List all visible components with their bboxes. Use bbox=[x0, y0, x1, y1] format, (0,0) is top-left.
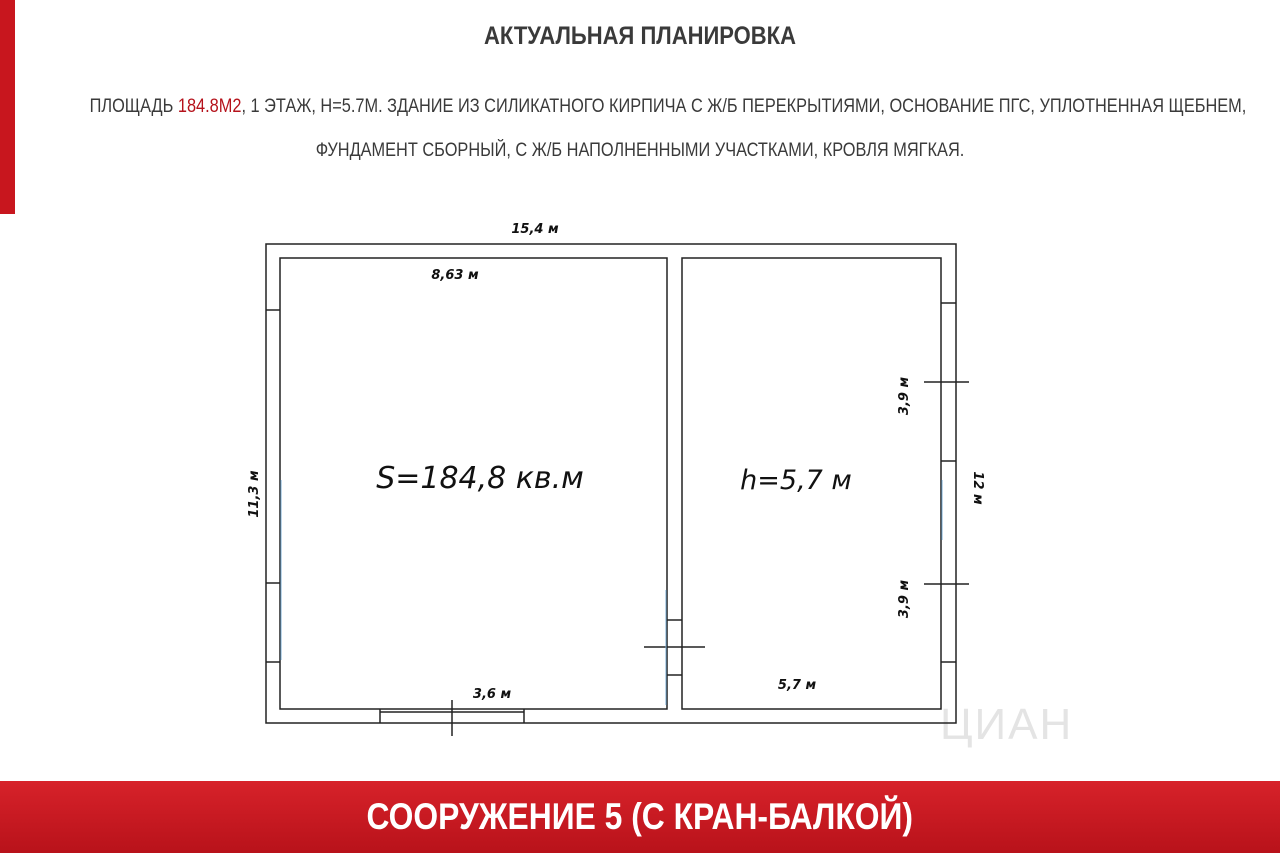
watermark: ЦИАН bbox=[940, 700, 1074, 749]
description-rest: , 1 ЭТАЖ, H=5.7М. ЗДАНИЕ ИЗ СИЛИКАТНОГО КИРПИЧА С Ж/Б ПЕРЕКРЫТИЯМИ, ОСНОВАНИЕ ПГС, УПЛОТНЕННАЯ ЩЕБНЕМ, bbox=[241, 96, 1247, 117]
height-label: h=5,7 м bbox=[740, 465, 852, 496]
page-title: АКТУАЛЬНАЯ ПЛАНИРОВКА bbox=[484, 22, 796, 50]
description-prefix: ПЛОЩАДЬ bbox=[89, 96, 178, 117]
dim-right-lower: 3,9 м bbox=[897, 579, 912, 619]
dim-bottom-door: 3,6 м bbox=[472, 687, 512, 702]
footer-banner bbox=[0, 781, 1280, 853]
area-label: S=184,8 кв.м bbox=[376, 461, 584, 496]
description-line-2: ФУНДАМЕНТ СБОРНЫЙ, С Ж/Б НАПОЛНЕННЫМИ УЧАСТКАМИ, КРОВЛЯ МЯГКАЯ. bbox=[315, 140, 965, 161]
dim-left-height: 11,3 м bbox=[247, 470, 262, 518]
outer-wall bbox=[266, 244, 956, 723]
dim-right-room-width: 5,7 м bbox=[777, 678, 817, 693]
banner-label: СООРУЖЕНИЕ 5 (С КРАН-БАЛКОЙ) bbox=[366, 796, 914, 837]
area-highlight: 184.8М2 bbox=[177, 96, 242, 117]
dim-total-width: 15,4 м bbox=[511, 222, 559, 237]
dim-left-room-width: 8,63 м bbox=[431, 268, 479, 283]
dim-right-upper: 3,9 м bbox=[897, 376, 912, 416]
dim-right-height: 12 м bbox=[970, 471, 985, 505]
